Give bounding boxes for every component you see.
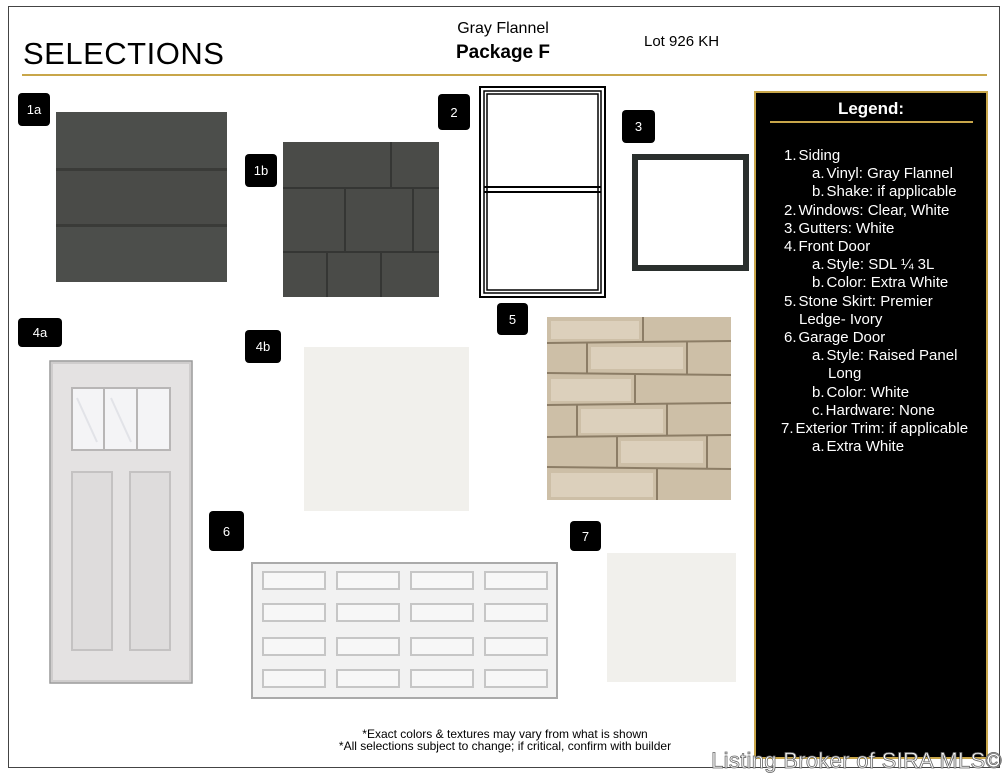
badge-5: 5 [497,303,528,335]
legend-line-text: Hardware: None [825,401,935,419]
swatch-gutter [632,154,749,271]
legend-line [784,238,870,256]
legend-line-text: Stone Skirt: Premier [798,292,933,310]
badge-1a: 1a [18,93,50,126]
legend-line [799,311,882,329]
badge-7: 7 [570,521,601,551]
legend-line-number: a. [812,438,825,456]
legend-panel [754,91,988,759]
swatch-front-door-style [49,360,193,684]
swatch-siding-shake [283,142,439,297]
legend-line [784,202,949,220]
swatch-front-door-color [304,347,469,511]
legend-line-number: 4. [784,238,797,255]
legend-line [812,274,948,292]
legend-line-text: Siding [798,147,841,164]
legend-divider [770,121,973,123]
legend-line [812,384,909,402]
legend-line-text: Windows: Clear, White [798,201,950,219]
legend-line-text: Long [828,365,862,383]
mls-watermark: Listing Broker of SIRA MLS© [711,748,1002,773]
legend-line-number: 3. [784,219,797,237]
legend-line-number: 1. [784,147,797,164]
legend-line-text: Front Door [798,238,871,255]
lot-number: Lot 926 KH [644,33,720,50]
footer-note-colors: *Exact colors & textures may vary from what is shown [362,727,648,741]
legend-title: Legend: [837,99,905,118]
legend-line-text: Exterior Trim: if applicable [795,420,969,437]
legend-line-number: a. [812,165,825,183]
page-title: SELECTIONS [23,36,225,71]
badge-1b: 1b [245,154,277,187]
legend-line-number: a. [812,347,825,365]
badge-2: 2 [438,94,470,130]
legend-line-number: b. [812,383,825,401]
badge-4b: 4b [245,330,281,363]
legend-line [812,183,957,201]
legend-line [812,402,935,420]
legend-line-number: c. [812,401,824,419]
legend-line-number: 2. [784,201,797,219]
legend-line [812,347,957,365]
badge-3: 3 [622,110,655,143]
swatch-siding-vinyl [56,112,227,282]
footer-note-change: *All selections subject to change; if critical, confirm with builder [338,739,672,753]
legend-line [784,293,933,311]
swatch-exterior-trim [607,553,736,682]
legend-line-text: Color: White [826,383,910,401]
legend-line [784,147,840,165]
legend-line [828,365,861,383]
color-name: Gray Flannel [457,20,549,37]
badge-6: 6 [209,511,244,551]
legend-line [812,438,904,456]
legend-line-text: Shake: if applicable [826,183,957,201]
legend-line-number: b. [812,274,825,292]
legend-line-text: Style: SDL ¼ 3L [826,256,935,274]
legend-line-text: Garage Door [798,329,886,346]
swatch-garage-door [251,562,558,699]
legend-line [781,420,968,438]
legend-line-number: 5. [784,292,797,310]
legend-line-text: Extra White [826,438,905,456]
legend-line-text: Vinyl: Gray Flannel [826,165,953,183]
swatch-window [479,86,606,298]
legend-line-number: b. [812,183,825,201]
swatch-stone-skirt [547,317,731,500]
legend-line-number: 6. [784,329,797,346]
legend-line-number: 7. [781,420,794,437]
legend-line [812,256,934,274]
legend-line [812,165,953,183]
legend-line [784,220,894,238]
legend-line-text: Ledge- Ivory [799,310,883,328]
legend-line-number: a. [812,256,825,274]
header-divider [22,74,987,76]
legend-line-text: Gutters: White [798,219,895,237]
package-name: Package F [456,42,550,63]
legend-line-text: Color: Extra White [826,274,949,292]
legend-line-text: Style: Raised Panel [826,347,958,365]
badge-4a: 4a [18,318,62,347]
legend-line [784,329,885,347]
